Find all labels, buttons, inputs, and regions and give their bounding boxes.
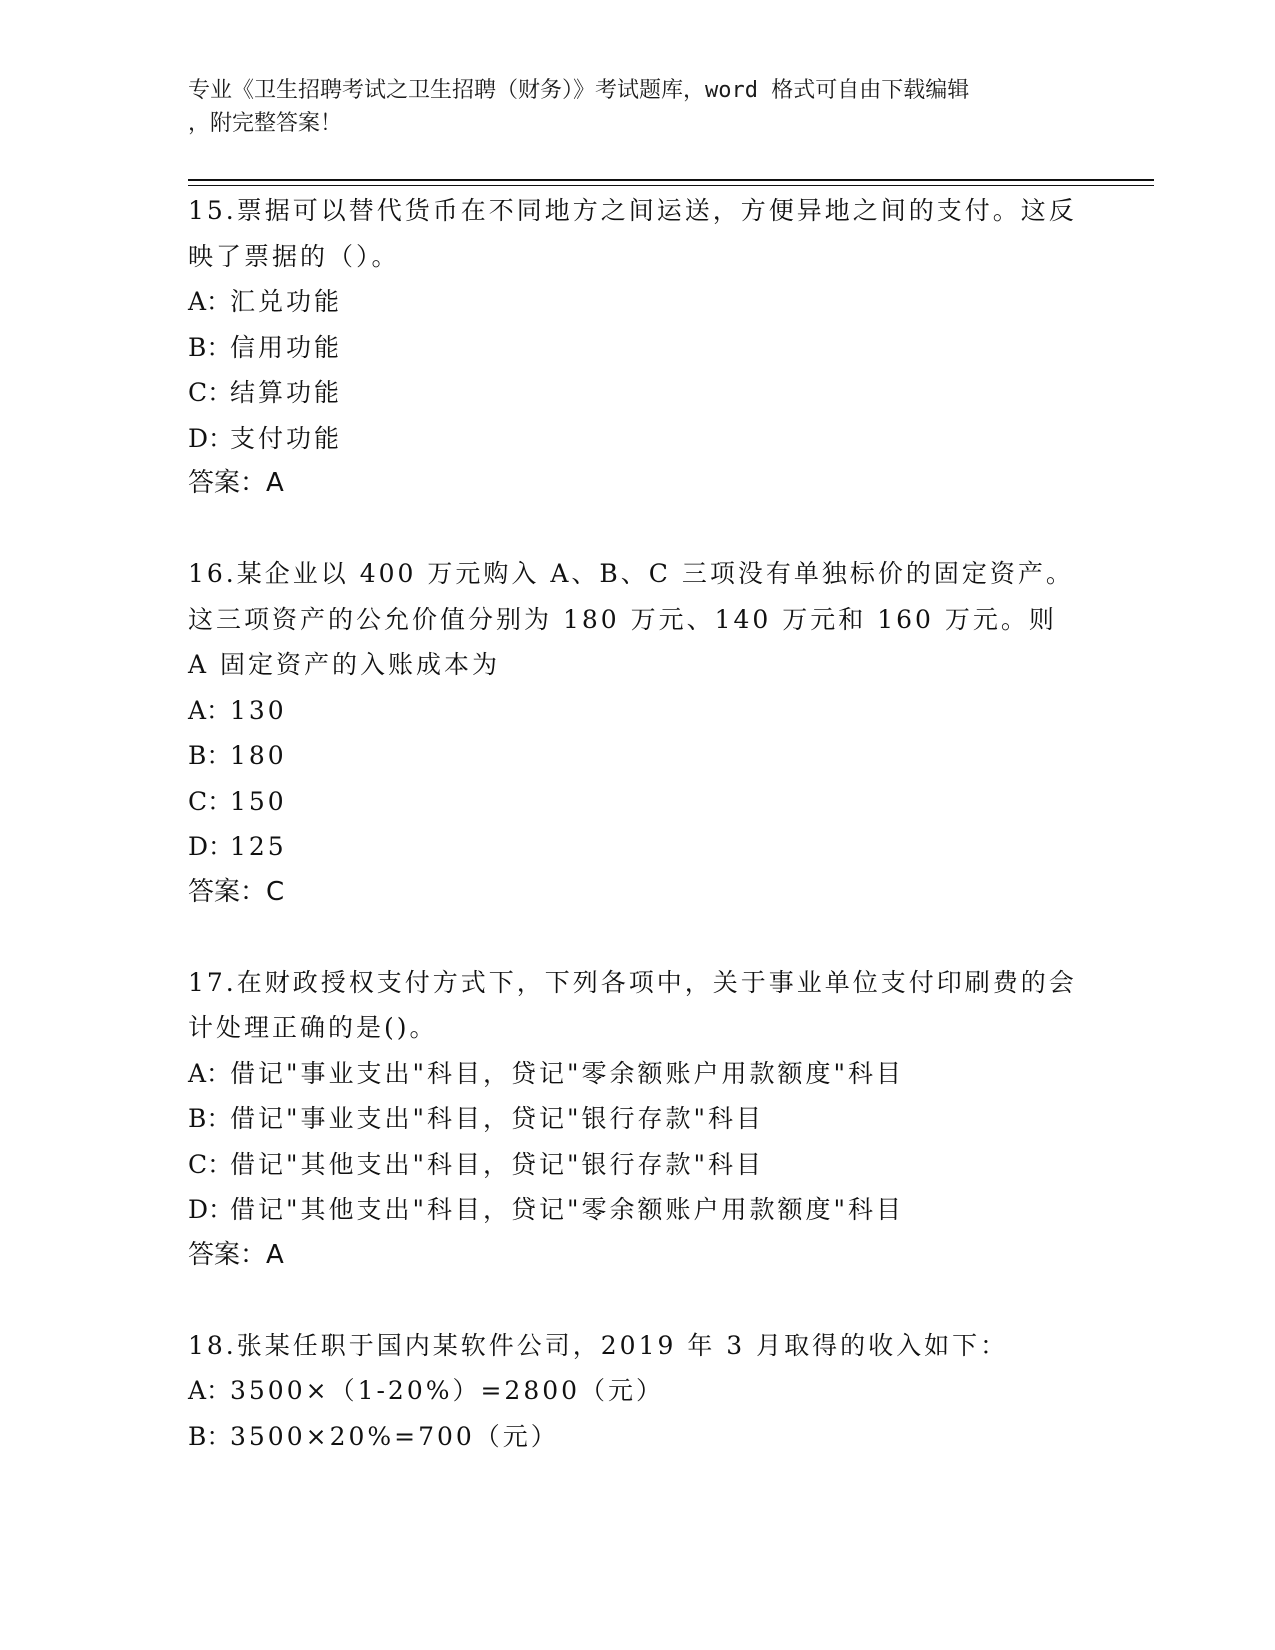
option-key: B： [188,1421,232,1451]
option-key: B： [188,332,232,362]
option-text: 借记"其他支出"科目，贷记"零余额账户用款额度"科目 [230,1195,904,1224]
option-text: 借记"事业支出"科目，贷记"银行存款"科目 [230,1104,764,1133]
option-key: C： [188,786,233,816]
option-d [188,1187,1088,1233]
option-text: 借记"事业支出"科目，贷记"零余额账户用款额度"科目 [230,1058,904,1088]
option-c [188,370,1088,416]
option-b [188,1096,1088,1142]
header-line-2: ，附完整答案！ [188,111,343,136]
option-text: 借记"其他支出"科目，贷记"银行存款"科目 [230,1149,764,1179]
option-text: 130 [230,695,287,725]
option-text: 3500×20%=700（元） [230,1421,559,1451]
option-key: A： [188,695,232,725]
option-a [188,688,1088,734]
option-c [188,1142,1088,1188]
answer: 答案：A [188,468,284,498]
option-a [188,279,1088,325]
option-text: 150 [230,786,287,816]
option-b [188,1414,1088,1460]
question-list [188,188,1088,1459]
option-text: 结算功能 [230,378,343,407]
header-divider-thin [188,185,1154,186]
option-b [188,325,1088,371]
document-header [188,74,1068,140]
option-key: B： [188,741,232,770]
option-key: A： [188,1058,232,1088]
spacer [188,506,1088,551]
option-key: D： [188,832,234,861]
option-key: D： [188,423,234,453]
question-15 [188,188,1088,506]
question-text: 18.张某任职于国内某软件公司，2019 年 3 月取得的收入如下： [188,1330,1009,1360]
option-d [188,416,1088,462]
spacer [188,915,1088,960]
option-key: D： [188,1195,234,1224]
question-text: 17.在财政授权支付方式下，下列各项中，关于事业单位支付印刷费的会计处理正确的是()。 [188,967,1077,1042]
option-text: 支付功能 [230,423,343,453]
option-text: 3500×（1-20%）=2800（元） [230,1376,665,1405]
option-text: 汇兑功能 [230,287,343,316]
answer: 答案：C [188,876,285,907]
answer: 答案：A [188,1239,284,1270]
option-d [188,824,1088,870]
option-b [188,733,1088,779]
option-text: 125 [230,832,287,861]
question-text: 15.票据可以替代货币在不同地方之间运送，方便异地之间的支付。这反映了票据的（）。 [188,196,1077,271]
option-key: A： [188,1376,232,1405]
question-18 [188,1323,1088,1460]
option-c [188,779,1088,825]
question-16 [188,551,1088,915]
option-text: 180 [230,741,287,770]
option-key: C： [188,378,233,407]
option-a [188,1368,1088,1414]
question-text: 16.某企业以 400 万元购入 A、B、C 三项没有单独标价的固定资产。这三项资产的公允价值分别为 180 万元、140 万元和 160 万元。则 A 固定资产的入账成本为 [188,559,1074,679]
option-key: A： [188,287,232,316]
option-a [188,1051,1088,1097]
question-17 [188,960,1088,1278]
option-text: 信用功能 [230,332,343,362]
spacer [188,1278,1088,1323]
header-divider-thick [188,179,1154,181]
header-line-1: 专业《卫生招聘考试之卫生招聘（财务）》考试题库，word 格式可自由下载编辑 [188,78,970,103]
option-key: C： [188,1149,233,1179]
option-key: B： [188,1104,232,1133]
